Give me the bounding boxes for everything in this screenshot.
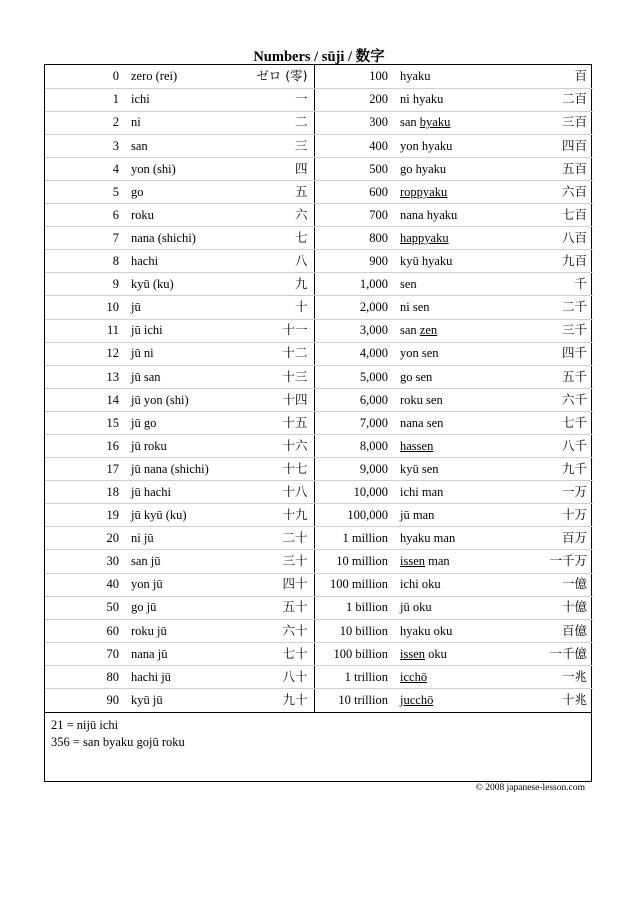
romaji-cell [392,665,504,688]
kanji-cell: 八千 [504,435,593,458]
romaji-text: nana sen [400,415,444,430]
number-cell: 300 [314,111,392,134]
kanji-cell: 九千 [504,458,593,481]
kanji-cell: 二百 [504,88,593,111]
romaji-text: san [400,323,420,338]
number-cell: 200 [314,88,392,111]
kanji-cell: 十九 [226,504,314,527]
table-row [45,596,593,619]
table-row [45,527,593,550]
number-cell: 6,000 [314,388,392,411]
romaji-text: sen [400,277,417,292]
romaji-text: yon sen [400,346,439,361]
numbers-table [45,65,593,712]
number-cell: 1 million [314,527,392,550]
romaji-cell: roku [123,204,226,227]
table-row [45,504,593,527]
kanji-cell: 三千 [504,319,593,342]
number-cell: 1 trillion [314,665,392,688]
number-cell: 14 [45,388,123,411]
number-cell: 30 [45,550,123,573]
number-cell: 2,000 [314,296,392,319]
romaji-cell: jū hachi [123,481,226,504]
kanji-cell: 八十 [226,665,314,688]
number-cell: 100 billion [314,642,392,665]
number-cell: 8,000 [314,435,392,458]
copyright-footer: © 2008 japanese-lesson.com [475,783,585,793]
romaji-cell [392,227,504,250]
kanji-cell: 九 [226,273,314,296]
table-row [45,273,593,296]
number-cell: 3,000 [314,319,392,342]
romaji-cell: jū go [123,411,226,434]
romaji-text: man [425,554,450,569]
romaji-cell: nana jū [123,642,226,665]
number-cell: 10 trillion [338,693,388,708]
number-cell: 80 [45,665,123,688]
romaji-cell: kyū (ku) [123,273,226,296]
romaji-cell: yon jū [123,573,226,596]
table-row [45,365,593,388]
kanji-cell: 四千 [504,342,593,365]
romaji-underlined: icchō [400,669,428,684]
number-cell: 0 [45,65,123,88]
kanji-cell: 六百 [504,180,593,203]
kanji-cell: 四 [226,157,314,180]
romaji-text: jū man [400,508,435,523]
romaji-cell [392,157,504,180]
romaji-text: ni sen [400,300,430,315]
table-row [45,458,593,481]
table-row [45,88,593,111]
number-cell: 800 [314,227,392,250]
kanji-cell: 三百 [504,111,593,134]
romaji-underlined: byaku [419,115,451,130]
number-cell: 7,000 [314,411,392,434]
kanji-cell: 十八 [226,481,314,504]
table-row [45,111,593,134]
romaji-text: roku sen [400,392,443,407]
table-row [45,388,593,411]
table-row [45,642,593,665]
romaji-cell: san [123,134,226,157]
number-cell: 5 [45,180,123,203]
number-cell: 600 [314,180,392,203]
number-cell: 16 [45,435,123,458]
romaji-text: kyū hyaku [400,254,453,269]
table-row [45,573,593,596]
kanji-cell: 十一 [226,319,314,342]
kanji-cell: 六 [226,204,314,227]
romaji-text: jū oku [400,600,432,615]
kanji-cell: 十三 [226,365,314,388]
romaji-cell [392,180,504,203]
kanji-cell: 二十 [226,527,314,550]
note-line: 21 = nijū ichi [51,718,119,732]
kanji-cell: 八 [226,250,314,273]
kanji-cell: 十六 [226,435,314,458]
romaji-cell [392,573,504,596]
romaji-underlined: hassen [400,438,434,453]
number-cell: 12 [45,342,123,365]
romaji-cell: go [123,180,226,203]
kanji-cell: 百万 [504,527,593,550]
kanji-cell: 七 [226,227,314,250]
kanji-cell: 十七 [226,458,314,481]
number-cell: 70 [45,642,123,665]
kanji-cell: 六十 [226,619,314,642]
number-cell: 10,000 [314,481,392,504]
note-line: 356 = san byaku gojū roku [51,735,185,749]
romaji-cell [392,689,504,712]
notes-box [45,712,591,755]
number-cell: 2 [45,111,123,134]
number-cell: 17 [45,458,123,481]
number-cell: 100,000 [314,504,392,527]
kanji-cell: 四十 [226,573,314,596]
romaji-cell [392,134,504,157]
kanji-cell: 五 [226,180,314,203]
table-row [45,65,593,88]
table-row [45,157,593,180]
table-row [45,689,593,712]
kanji-cell: 千 [504,273,593,296]
table-row [45,319,593,342]
romaji-cell: hachi jū [123,665,226,688]
romaji-underlined: zen [419,323,438,338]
number-cell: 13 [45,365,123,388]
number-cell: 8 [45,250,123,273]
romaji-cell: jū roku [123,435,226,458]
kanji-cell: 五百 [504,157,593,180]
kanji-cell: 十万 [504,504,593,527]
kanji-cell: 九十 [226,689,314,712]
number-cell: 15 [45,411,123,434]
romaji-text: go hyaku [400,161,447,176]
kanji-cell: 一 [226,88,314,111]
number-cell: 60 [45,619,123,642]
number-cell: 90 [106,693,119,708]
kanji-cell: 十四 [226,388,314,411]
kanji-cell: 十 [226,296,314,319]
kanji-cell: 十二 [226,342,314,365]
number-cell: 4,000 [314,342,392,365]
romaji-text: hyaku [400,69,431,84]
romaji-cell: jū nana (shichi) [123,458,226,481]
romaji-cell [392,273,504,296]
table-row [45,296,593,319]
romaji-cell: hachi [123,250,226,273]
romaji-cell [392,65,504,88]
romaji-text: ichi man [400,484,444,499]
romaji-cell [392,527,504,550]
romaji-cell [392,250,504,273]
romaji-cell: jū ichi [123,319,226,342]
romaji-underlined: happyaku [400,230,449,245]
kanji-cell: ゼロ (零) [226,65,314,88]
romaji-cell [392,504,504,527]
kanji-cell: 七百 [504,204,593,227]
romaji-text: oku [425,646,447,661]
table-row [45,342,593,365]
romaji-cell [392,619,504,642]
kanji-cell: 三 [226,134,314,157]
romaji-text: nana hyaku [400,207,458,222]
kanji-cell: 十兆 [561,692,587,708]
number-cell: 100 million [314,573,392,596]
kanji-cell: 六千 [504,388,593,411]
romaji-cell: roku jū [123,619,226,642]
kanji-cell: 二 [226,111,314,134]
table-row [45,411,593,434]
kanji-cell: 五十 [226,596,314,619]
kanji-cell: 三十 [226,550,314,573]
table-row [45,435,593,458]
kanji-cell: 一千億 [504,642,593,665]
table-row [45,250,593,273]
romaji-cell: zero (rei) [123,65,226,88]
romaji-cell: ichi [123,88,226,111]
romaji-cell: jū yon (shi) [123,388,226,411]
number-cell: 100 [314,65,392,88]
kanji-cell: 五千 [504,365,593,388]
numbers-table-frame [44,64,592,782]
romaji-cell: ni [123,111,226,134]
romaji-cell [392,458,504,481]
kanji-cell: 一万 [504,481,593,504]
romaji-cell [392,596,504,619]
kanji-cell: 二千 [504,296,593,319]
number-cell: 11 [45,319,123,342]
romaji-cell [392,365,504,388]
number-cell: 1 [45,88,123,111]
kanji-cell: 百億 [504,619,593,642]
number-cell: 900 [314,250,392,273]
table-row [45,134,593,157]
kanji-cell: 百 [504,65,593,88]
kanji-cell: 七千 [504,411,593,434]
romaji-text: hyaku oku [400,623,453,638]
kanji-cell: 八百 [504,227,593,250]
table-row [45,180,593,203]
kanji-cell: 九百 [504,250,593,273]
romaji-cell [392,204,504,227]
romaji-cell: kyū jū [131,693,163,708]
romaji-cell [392,642,504,665]
number-cell: 9 [45,273,123,296]
romaji-text: yon hyaku [400,138,453,153]
table-row [45,204,593,227]
kanji-cell: 一兆 [504,665,593,688]
page-title: Numbers / sūji / 数字 [253,49,385,65]
kanji-cell: 一千万 [504,550,593,573]
romaji-cell [392,435,504,458]
kanji-cell: 一億 [504,573,593,596]
number-cell: 6 [45,204,123,227]
number-cell: 10 million [314,550,392,573]
romaji-cell: jū [123,296,226,319]
number-cell: 9,000 [314,458,392,481]
romaji-underlined: roppyaku [400,184,448,199]
romaji-cell [392,319,504,342]
romaji-underlined: jucchō [400,693,434,708]
kanji-cell: 四百 [504,134,593,157]
table-row [45,665,593,688]
number-cell: 18 [45,481,123,504]
number-cell: 400 [314,134,392,157]
number-cell: 20 [45,527,123,550]
kanji-cell: 十五 [226,411,314,434]
romaji-cell: nana (shichi) [123,227,226,250]
romaji-cell [392,388,504,411]
kanji-cell: 十億 [504,596,593,619]
table-row [45,619,593,642]
romaji-cell: ni jū [123,527,226,550]
kanji-cell: 七十 [226,642,314,665]
romaji-cell [392,296,504,319]
table-row [45,227,593,250]
number-cell: 10 [45,296,123,319]
table-row [45,481,593,504]
romaji-text: san [400,115,420,130]
romaji-cell: jū san [123,365,226,388]
romaji-cell: yon (shi) [123,157,226,180]
romaji-underlined: issen [400,554,425,569]
romaji-cell: go jū [123,596,226,619]
number-cell: 700 [314,204,392,227]
romaji-cell [392,550,504,573]
romaji-cell [392,481,504,504]
romaji-underlined: issen [400,646,425,661]
romaji-cell: san jū [123,550,226,573]
romaji-cell [392,342,504,365]
number-cell: 50 [45,596,123,619]
number-cell: 10 billion [314,619,392,642]
number-cell: 500 [314,157,392,180]
table-row [45,550,593,573]
number-cell: 3 [45,134,123,157]
romaji-text: go sen [400,369,433,384]
romaji-text: ni hyaku [400,92,444,107]
number-cell: 4 [45,157,123,180]
romaji-cell: jū kyū (ku) [123,504,226,527]
number-cell: 19 [45,504,123,527]
number-cell: 1 billion [314,596,392,619]
romaji-cell [392,111,504,134]
romaji-cell: jū ni [123,342,226,365]
romaji-text: ichi oku [400,577,441,592]
number-cell: 5,000 [314,365,392,388]
number-cell: 7 [45,227,123,250]
number-cell: 40 [45,573,123,596]
number-cell: 1,000 [314,273,392,296]
romaji-text: hyaku man [400,531,456,546]
romaji-cell [392,88,504,111]
romaji-text: kyū sen [400,461,439,476]
romaji-cell [392,411,504,434]
